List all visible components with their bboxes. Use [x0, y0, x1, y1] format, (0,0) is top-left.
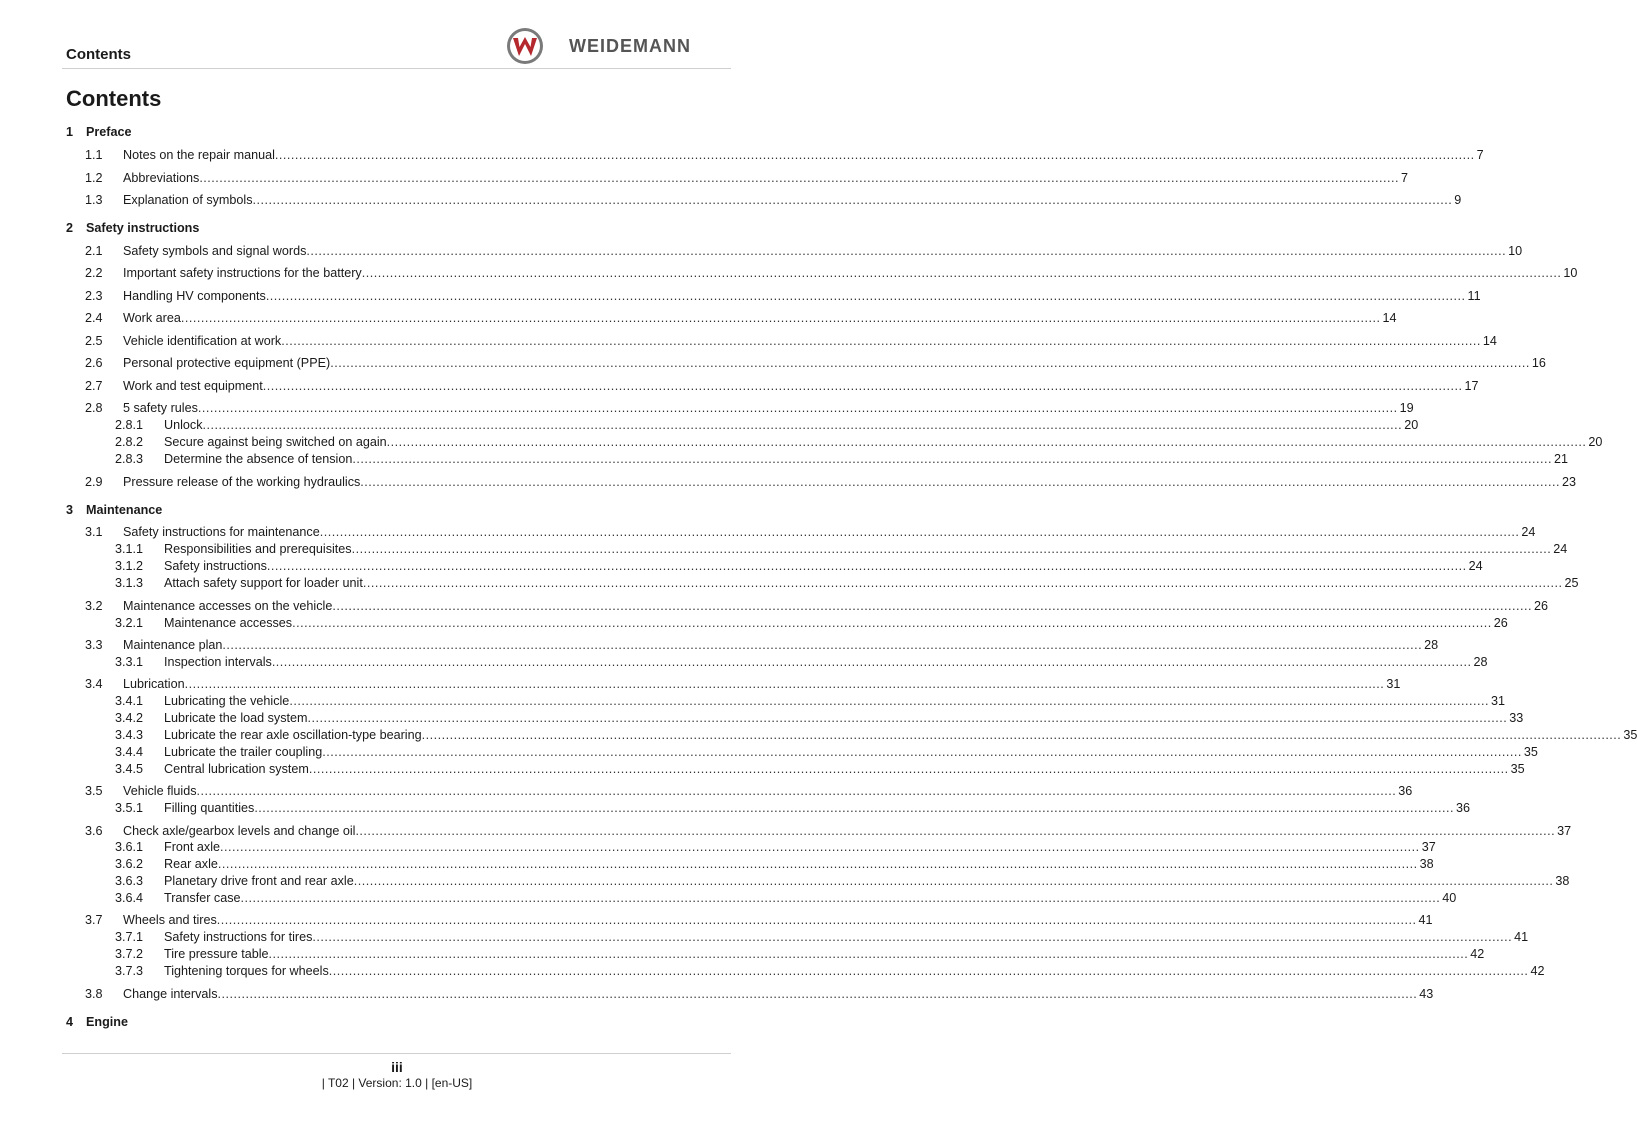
- dot-leader: ............................................................................................................................................................................................................................................................................................................: [197, 401, 1398, 415]
- entry-number: 3.5.1: [115, 801, 144, 815]
- page-number: iii: [391, 1059, 403, 1075]
- brand-logo: [505, 26, 691, 66]
- entry-number: 1.3: [85, 193, 103, 207]
- dot-leader: ............................................................................................................................................................................................................................................................................................................: [361, 266, 1562, 280]
- chapter-title: Preface: [86, 125, 132, 139]
- entry-number: 3.3.1: [115, 655, 144, 669]
- dot-leader: ............................................................................................................................................................................................................................................................................................................: [360, 475, 1560, 489]
- dot-leader: ............................................................................................................................................................................................................................................................................................................: [306, 244, 1507, 258]
- entry-title: Explanation of symbols: [123, 193, 253, 207]
- entry-title: Safety instructions for tires: [164, 930, 313, 944]
- toc-entry[interactable]: [66, 598, 1549, 615]
- entry-number: 3.1.3: [115, 576, 144, 590]
- entry-title: Filling quantities: [164, 801, 255, 815]
- toc-entry[interactable]: [66, 575, 1579, 592]
- toc-entry[interactable]: [66, 783, 1413, 800]
- entry-page-number: 26: [1534, 599, 1549, 613]
- toc-entry[interactable]: [66, 744, 1538, 761]
- entry-title: Rear axle: [164, 857, 218, 871]
- entry-page-number: 21: [1554, 452, 1569, 466]
- toc-entry[interactable]: [66, 541, 1568, 558]
- entry-title: Determine the absence of tension: [164, 452, 353, 466]
- entry-number: 3.3: [85, 638, 103, 652]
- entry-title: Lubricating the vehicle: [164, 694, 290, 708]
- entry-page-number: 11: [1467, 289, 1481, 303]
- entry-title: Lubrication: [123, 677, 185, 691]
- entry-title: Attach safety support for loader unit: [164, 576, 363, 590]
- entry-title: Secure against being switched on again: [164, 435, 387, 449]
- chapter-title: Maintenance: [86, 503, 163, 517]
- entry-number: 2.3: [85, 289, 103, 303]
- entry-page-number: 36: [1456, 801, 1471, 815]
- toc-entry[interactable]: [66, 761, 1525, 778]
- entry-title: Work area: [123, 311, 181, 325]
- dot-leader: ............................................................................................................................................................................................................................................................................................................: [362, 576, 1563, 590]
- toc-entry[interactable]: [66, 823, 1572, 840]
- dot-leader: ............................................................................................................................................................................................................................................................................................................: [312, 930, 1513, 944]
- toc-entry[interactable]: [66, 524, 1536, 541]
- entry-title: Tire pressure table: [164, 947, 269, 961]
- dot-leader: ............................................................................................................................................................................................................................................................................................................: [222, 638, 1423, 652]
- entry-number: 3.4.5: [115, 762, 144, 776]
- dot-leader: ............................................................................................................................................................................................................................................................................................................: [274, 148, 1475, 162]
- toc-entry[interactable]: [66, 963, 1545, 980]
- entry-page-number: 31: [1386, 677, 1401, 691]
- entry-page-number: 33: [1509, 711, 1524, 725]
- entry-title: Vehicle identification at work: [123, 334, 282, 348]
- entry-page-number: 23: [1561, 475, 1576, 489]
- chapter-number: 4: [66, 1015, 74, 1029]
- toc-entry[interactable]: [66, 946, 1485, 963]
- entry-number: 3.4.3: [115, 728, 144, 742]
- header-title: Contents: [66, 46, 131, 63]
- entry-page-number: 35: [1510, 762, 1525, 776]
- toc-entry[interactable]: [66, 170, 1409, 187]
- entry-page-number: 26: [1493, 616, 1508, 630]
- entry-number: 1.2: [85, 171, 103, 185]
- entry-number: 2.7: [85, 379, 103, 393]
- dot-leader: ............................................................................................................................................................................................................................................................................................................: [220, 840, 1420, 854]
- entry-title: 5 safety rules: [123, 401, 198, 415]
- chapter-title: Safety instructions: [86, 221, 200, 235]
- entry-title: Handling HV components: [123, 289, 266, 303]
- toc-entry[interactable]: [66, 310, 1397, 327]
- entry-number: 2.1: [85, 244, 103, 258]
- entry-number: 3.5: [85, 784, 103, 798]
- toc-entry[interactable]: [66, 400, 1414, 417]
- entry-page-number: 38: [1419, 857, 1434, 871]
- dot-leader: ............................................................................................................................................................................................................................................................................................................: [254, 801, 1454, 815]
- toc-entry[interactable]: [66, 912, 1433, 929]
- entry-title: Safety instructions for maintenance: [123, 525, 320, 539]
- toc-entry[interactable]: [66, 929, 1529, 946]
- entry-title: Inspection intervals: [164, 655, 272, 669]
- dot-leader: ............................................................................................................................................................................................................................................................................................................: [184, 677, 1385, 691]
- entry-page-number: 24: [1521, 525, 1536, 539]
- entry-number: 3.4.2: [115, 711, 144, 725]
- toc-entry[interactable]: [66, 873, 1570, 890]
- dot-leader: ............................................................................................................................................................................................................................................................................................................: [265, 289, 1466, 303]
- dot-leader: ............................................................................................................................................................................................................................................................................................................: [202, 418, 1403, 432]
- toc-entry[interactable]: [66, 474, 1576, 491]
- document-info: | T02 | Version: 1.0 | [en-US]: [321, 1076, 473, 1090]
- dot-leader: ............................................................................................................................................................................................................................................................................................................: [352, 452, 1553, 466]
- entry-title: Pressure release of the working hydraulics: [123, 475, 361, 489]
- entry-number: 3.6.2: [115, 857, 144, 871]
- entry-number: 3.2.1: [115, 616, 144, 630]
- entry-title: Work and test equipment: [123, 379, 263, 393]
- dot-leader: ............................................................................................................................................................................................................................................................................................................: [421, 728, 1622, 742]
- brand-name: WEIDEMANN: [569, 35, 691, 56]
- entry-number: 2.8: [85, 401, 103, 415]
- entry-title: Check axle/gearbox levels and change oil: [123, 824, 356, 838]
- entry-title: Lubricate the rear axle oscillation-type bearing: [164, 728, 422, 742]
- entry-page-number: 14: [1482, 334, 1497, 348]
- entry-page-number: 31: [1491, 694, 1506, 708]
- entry-number: 3.7.3: [115, 964, 144, 978]
- toc-entry[interactable]: [66, 839, 1436, 856]
- entry-number: 3.8: [85, 987, 103, 1001]
- toc-entry[interactable]: [66, 890, 1457, 907]
- dot-leader: ............................................................................................................................................................................................................................................................................................................: [196, 784, 1397, 798]
- entry-number: 3.2: [85, 599, 103, 613]
- entry-page-number: 7: [1401, 171, 1409, 185]
- entry-page-number: 28: [1424, 638, 1439, 652]
- dot-leader: ............................................................................................................................................................................................................................................................................................................: [199, 171, 1399, 185]
- toc-chapter[interactable]: [66, 1014, 128, 1031]
- dot-leader: ............................................................................................................................................................................................................................................................................................................: [386, 435, 1587, 449]
- entry-title: Front axle: [164, 840, 220, 854]
- entry-title: Personal protective equipment (PPE): [123, 356, 331, 370]
- toc-entry[interactable]: [66, 654, 1488, 671]
- entry-page-number: 35: [1523, 745, 1538, 759]
- entry-page-number: 14: [1382, 311, 1397, 325]
- toc-entry[interactable]: [66, 856, 1434, 873]
- toc-chapter[interactable]: [66, 220, 199, 237]
- dot-leader: ............................................................................................................................................................................................................................................................................................................: [328, 964, 1529, 978]
- chapter-number: 3: [66, 503, 74, 517]
- toc-entry[interactable]: [66, 378, 1479, 395]
- entry-number: 2.8.1: [115, 418, 144, 432]
- entry-title: Maintenance plan: [123, 638, 223, 652]
- dot-leader: ............................................................................................................................................................................................................................................................................................................: [292, 616, 1492, 630]
- entry-number: 3.1: [85, 525, 103, 539]
- toc-entry[interactable]: [66, 693, 1506, 710]
- entry-title: Wheels and tires: [123, 913, 217, 927]
- footer-divider: [62, 1053, 731, 1054]
- entry-title: Abbreviations: [123, 171, 200, 185]
- entry-number: 3.1.1: [115, 542, 144, 556]
- toc-entry[interactable]: [66, 288, 1481, 305]
- toc-entry[interactable]: [66, 417, 1419, 434]
- toc-entry[interactable]: [66, 615, 1508, 632]
- entry-title: Change intervals: [123, 987, 218, 1001]
- toc-entry[interactable]: [66, 333, 1497, 350]
- entry-number: 3.4.4: [115, 745, 144, 759]
- dot-leader: ............................................................................................................................................................................................................................................................................................................: [308, 762, 1509, 776]
- entry-title: Unlock: [164, 418, 203, 432]
- entry-number: 3.4.1: [115, 694, 144, 708]
- entry-page-number: 38: [1555, 874, 1570, 888]
- entry-number: 3.7.2: [115, 947, 144, 961]
- entry-title: Responsibilities and prerequisites: [164, 542, 352, 556]
- entry-page-number: 10: [1563, 266, 1578, 280]
- toc-entry[interactable]: [66, 243, 1523, 260]
- dot-leader: ............................................................................................................................................................................................................................................................................................................: [281, 334, 1481, 348]
- entry-page-number: 37: [1421, 840, 1436, 854]
- entry-number: 3.7.1: [115, 930, 144, 944]
- entry-title: Maintenance accesses on the vehicle: [123, 599, 333, 613]
- entry-title: Important safety instructions for the battery: [123, 266, 362, 280]
- entry-page-number: 10: [1508, 244, 1523, 258]
- entry-page-number: 43: [1419, 987, 1434, 1001]
- dot-leader: ............................................................................................................................................................................................................................................................................................................: [355, 824, 1556, 838]
- dot-leader: ............................................................................................................................................................................................................................................................................................................: [330, 356, 1530, 370]
- chapter-title: Engine: [86, 1015, 128, 1029]
- entry-number: 3.4: [85, 677, 103, 691]
- entry-title: Planetary drive front and rear axle: [164, 874, 354, 888]
- toc-chapter[interactable]: [66, 502, 162, 519]
- entry-page-number: 41: [1418, 913, 1433, 927]
- toc-entry[interactable]: [66, 265, 1578, 282]
- dot-leader: ............................................................................................................................................................................................................................................................................................................: [332, 599, 1533, 613]
- entry-page-number: 28: [1473, 655, 1488, 669]
- dot-leader: ............................................................................................................................................................................................................................................................................................................: [240, 891, 1441, 905]
- entry-page-number: 17: [1464, 379, 1479, 393]
- entry-number: 2.5: [85, 334, 103, 348]
- page-title: Contents: [66, 86, 162, 111]
- entry-page-number: 35: [1623, 728, 1637, 742]
- dot-leader: ............................................................................................................................................................................................................................................................................................................: [307, 711, 1508, 725]
- dot-leader: ............................................................................................................................................................................................................................................................................................................: [353, 874, 1554, 888]
- entry-title: Vehicle fluids: [123, 784, 197, 798]
- toc-entry[interactable]: [66, 451, 1569, 468]
- entry-page-number: 20: [1588, 435, 1603, 449]
- entry-number: 1.1: [85, 148, 103, 162]
- chapter-number: 1: [66, 125, 74, 139]
- entry-number: 3.7: [85, 913, 103, 927]
- entry-page-number: 37: [1557, 824, 1572, 838]
- entry-page-number: 42: [1470, 947, 1485, 961]
- dot-leader: ............................................................................................................................................................................................................................................................................................................: [266, 559, 1467, 573]
- entry-number: 2.4: [85, 311, 103, 325]
- entry-number: 2.6: [85, 356, 103, 370]
- entry-title: Safety symbols and signal words: [123, 244, 307, 258]
- toc-entry[interactable]: [66, 710, 1524, 727]
- entry-number: 2.9: [85, 475, 103, 489]
- toc-entry[interactable]: [66, 147, 1484, 164]
- entry-page-number: 9: [1454, 193, 1462, 207]
- entry-page-number: 41: [1514, 930, 1529, 944]
- header-divider: [62, 68, 731, 69]
- entry-title: Lubricate the trailer coupling: [164, 745, 323, 759]
- toc-entry[interactable]: [66, 800, 1471, 817]
- entry-title: Central lubrication system: [164, 762, 309, 776]
- dot-leader: ............................................................................................................................................................................................................................................................................................................: [322, 745, 1522, 759]
- entry-page-number: 40: [1442, 891, 1457, 905]
- weidemann-logo-icon: [505, 26, 545, 66]
- entry-page-number: 42: [1530, 964, 1545, 978]
- entry-title: Transfer case: [164, 891, 241, 905]
- toc-entry[interactable]: [66, 676, 1401, 693]
- toc-entry[interactable]: [66, 192, 1462, 209]
- entry-title: Tightening torques for wheels: [164, 964, 329, 978]
- toc-entry[interactable]: [66, 355, 1546, 372]
- toc-entry[interactable]: [66, 637, 1439, 654]
- dot-leader: ............................................................................................................................................................................................................................................................................................................: [216, 913, 1417, 927]
- entry-number: 2.8.2: [115, 435, 144, 449]
- toc-entry[interactable]: [66, 986, 1434, 1003]
- dot-leader: ............................................................................................................................................................................................................................................................................................................: [217, 987, 1418, 1001]
- dot-leader: ............................................................................................................................................................................................................................................................................................................: [252, 193, 1453, 207]
- entry-title: Safety instructions: [164, 559, 267, 573]
- entry-number: 3.6: [85, 824, 103, 838]
- dot-leader: ............................................................................................................................................................................................................................................................................................................: [289, 694, 1490, 708]
- dot-leader: ............................................................................................................................................................................................................................................................................................................: [262, 379, 1463, 393]
- entry-page-number: 20: [1404, 418, 1419, 432]
- toc-entry[interactable]: [66, 434, 1603, 451]
- entry-page-number: 36: [1398, 784, 1413, 798]
- entry-page-number: 19: [1399, 401, 1414, 415]
- chapter-number: 2: [66, 221, 74, 235]
- entry-number: 3.6.3: [115, 874, 144, 888]
- dot-leader: ............................................................................................................................................................................................................................................................................................................: [180, 311, 1381, 325]
- toc-chapter[interactable]: [66, 124, 132, 141]
- entry-title: Lubricate the load system: [164, 711, 308, 725]
- entry-number: 2.2: [85, 266, 103, 280]
- dot-leader: ............................................................................................................................................................................................................................................................................................................: [351, 542, 1552, 556]
- dot-leader: ............................................................................................................................................................................................................................................................................................................: [268, 947, 1469, 961]
- dot-leader: ............................................................................................................................................................................................................................................................................................................: [271, 655, 1472, 669]
- toc-entry[interactable]: [66, 558, 1483, 575]
- entry-number: 3.6.1: [115, 840, 144, 854]
- entry-number: 3.1.2: [115, 559, 144, 573]
- entry-page-number: 25: [1564, 576, 1579, 590]
- entry-title: Notes on the repair manual: [123, 148, 275, 162]
- entry-title: Maintenance accesses: [164, 616, 293, 630]
- entry-number: 3.6.4: [115, 891, 144, 905]
- dot-leader: ............................................................................................................................................................................................................................................................................................................: [319, 525, 1520, 539]
- entry-page-number: 7: [1476, 148, 1484, 162]
- entry-page-number: 24: [1553, 542, 1568, 556]
- entry-number: 2.8.3: [115, 452, 144, 466]
- entry-page-number: 24: [1468, 559, 1483, 573]
- toc-entry[interactable]: [66, 727, 1637, 744]
- dot-leader: ............................................................................................................................................................................................................................................................................................................: [217, 857, 1418, 871]
- entry-page-number: 16: [1531, 356, 1546, 370]
